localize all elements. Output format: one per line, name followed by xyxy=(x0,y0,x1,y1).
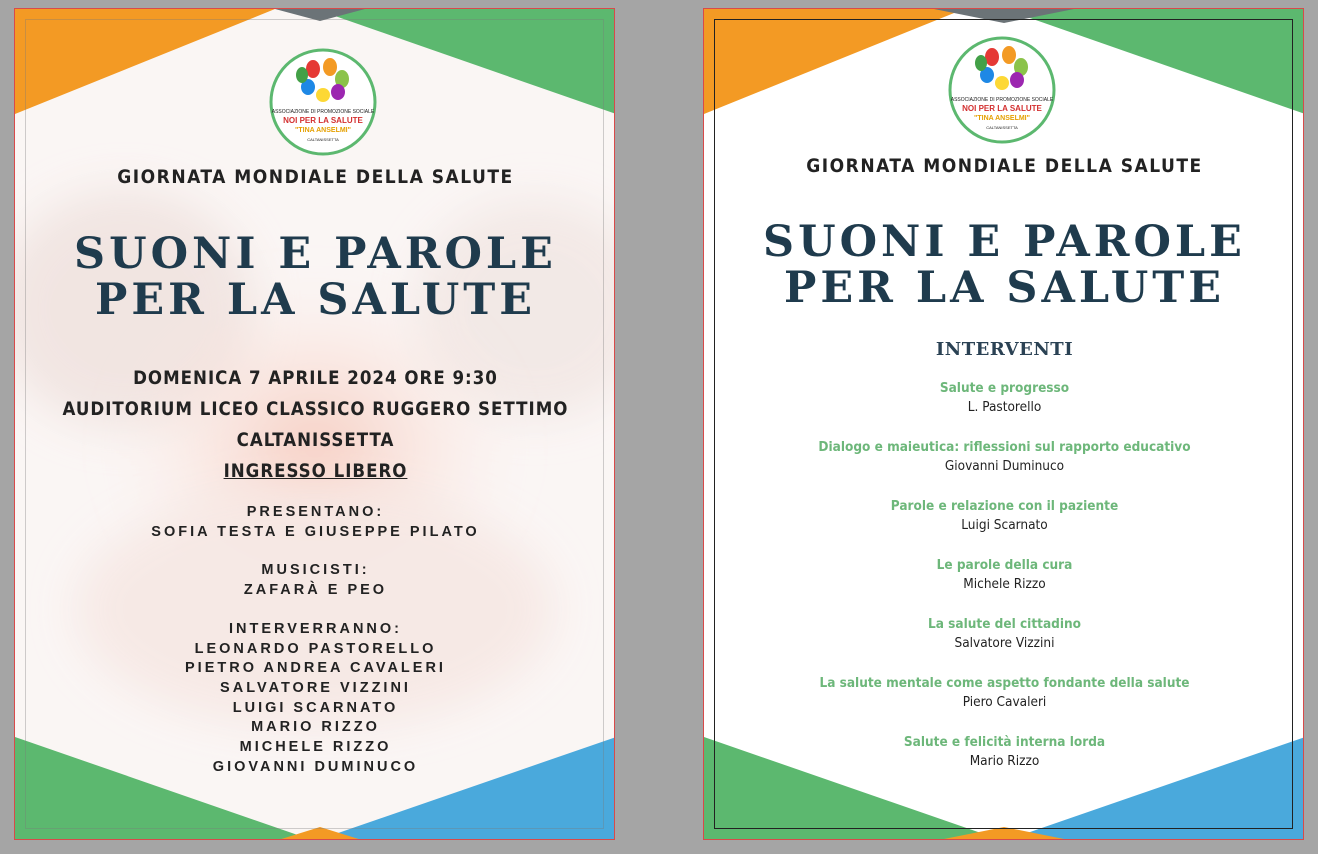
talk-item xyxy=(704,733,1304,792)
svg-text:"TINA ANSELMI": "TINA ANSELMI" xyxy=(295,127,351,134)
talk-title: Le parole della cura xyxy=(936,557,1073,573)
svg-text:"TINA ANSELMI": "TINA ANSELMI" xyxy=(974,115,1030,122)
talks-list xyxy=(704,379,1304,792)
speaker-item: SALVATORE VIZZINI xyxy=(220,679,411,696)
poster-title xyxy=(15,231,615,323)
svg-text:NOI PER LA SALUTE: NOI PER LA SALUTE xyxy=(283,116,363,125)
musicisti-label: MUSICISTI: xyxy=(261,562,370,579)
talk-speaker: Giovanni Duminuco xyxy=(944,458,1065,474)
talk-item xyxy=(704,674,1304,733)
talk-title: La salute del cittadino xyxy=(928,616,1081,632)
event-date: DOMENICA 7 APRILE 2024 ORE 9:30 xyxy=(133,368,498,389)
talk-speaker: Salvatore Vizzini xyxy=(954,635,1055,651)
talk-title: Dialogo e maieutica: riflessioni sul rapporto educativo xyxy=(818,439,1191,455)
speaker-item: LUIGI SCARNATO xyxy=(232,699,399,716)
poster-page-right xyxy=(703,8,1304,840)
entry-note: INGRESSO LIBERO xyxy=(223,461,408,482)
speaker-item: LEONARDO PASTORELLO xyxy=(194,640,437,657)
talk-speaker: Mario Rizzo xyxy=(969,753,1040,769)
poster-page-left xyxy=(14,8,615,840)
talk-item xyxy=(704,615,1304,674)
svg-text:ASSOCIAZIONE DI PROMOZIONE SOC: ASSOCIAZIONE DI PROMOZIONE SOCIALE xyxy=(271,109,375,115)
talk-item xyxy=(704,438,1304,497)
talk-item xyxy=(704,497,1304,556)
event-details xyxy=(15,363,615,487)
musicisti-names: ZAFARÀ E PEO xyxy=(243,582,388,599)
talk-item xyxy=(704,556,1304,615)
event-name: GIORNATA MONDIALE DELLA SALUTE xyxy=(806,155,1203,177)
interventi-heading: INTERVENTI xyxy=(935,339,1074,360)
presentano-names: SOFIA TESTA E GIUSEPPE PILATO xyxy=(151,523,480,540)
speaker-item: PIETRO ANDREA CAVALERI xyxy=(185,660,446,677)
svg-text:CALTANISSETTA: CALTANISSETTA xyxy=(307,137,339,142)
title-line-1: SUONI E PAROLE xyxy=(763,217,1246,267)
svg-text:CALTANISSETTA: CALTANISSETTA xyxy=(986,125,1018,130)
talk-speaker: Luigi Scarnato xyxy=(961,517,1048,533)
title-line-1: SUONI E PAROLE xyxy=(74,229,557,279)
talk-title: Salute e progresso xyxy=(939,380,1070,396)
talk-title: La salute mentale come aspetto fondante della salute xyxy=(819,675,1190,691)
title-line-2: PER LA SALUTE xyxy=(784,263,1225,313)
event-city: CALTANISSETTA xyxy=(236,430,395,451)
participants-block xyxy=(15,503,615,777)
talk-speaker: Michele Rizzo xyxy=(963,576,1046,592)
talk-speaker: L. Pastorello xyxy=(967,399,1042,415)
talk-speaker: Piero Cavaleri xyxy=(962,694,1047,710)
event-venue: AUDITORIUM LICEO CLASSICO RUGGERO SETTIMO xyxy=(62,399,569,420)
interverranno-label: INTERVERRANNO: xyxy=(228,620,403,637)
speaker-item: MARIO RIZZO xyxy=(251,719,380,736)
poster-title xyxy=(704,219,1304,311)
title-line-2: PER LA SALUTE xyxy=(95,275,536,325)
speaker-item: MICHELE RIZZO xyxy=(239,739,392,756)
talk-title: Salute e felicità interna lorda xyxy=(903,734,1106,750)
svg-text:NOI PER LA SALUTE: NOI PER LA SALUTE xyxy=(962,104,1042,113)
talk-title: Parole e relazione con il paziente xyxy=(890,498,1119,514)
speaker-item: GIOVANNI DUMINUCO xyxy=(212,758,419,775)
association-logo xyxy=(268,47,378,157)
association-logo xyxy=(947,35,1057,145)
event-name: GIORNATA MONDIALE DELLA SALUTE xyxy=(117,166,514,188)
svg-text:ASSOCIAZIONE DI PROMOZIONE SOC: ASSOCIAZIONE DI PROMOZIONE SOCIALE xyxy=(950,97,1054,103)
presentano-label: PRESENTANO: xyxy=(246,504,385,520)
talk-item xyxy=(704,379,1304,438)
